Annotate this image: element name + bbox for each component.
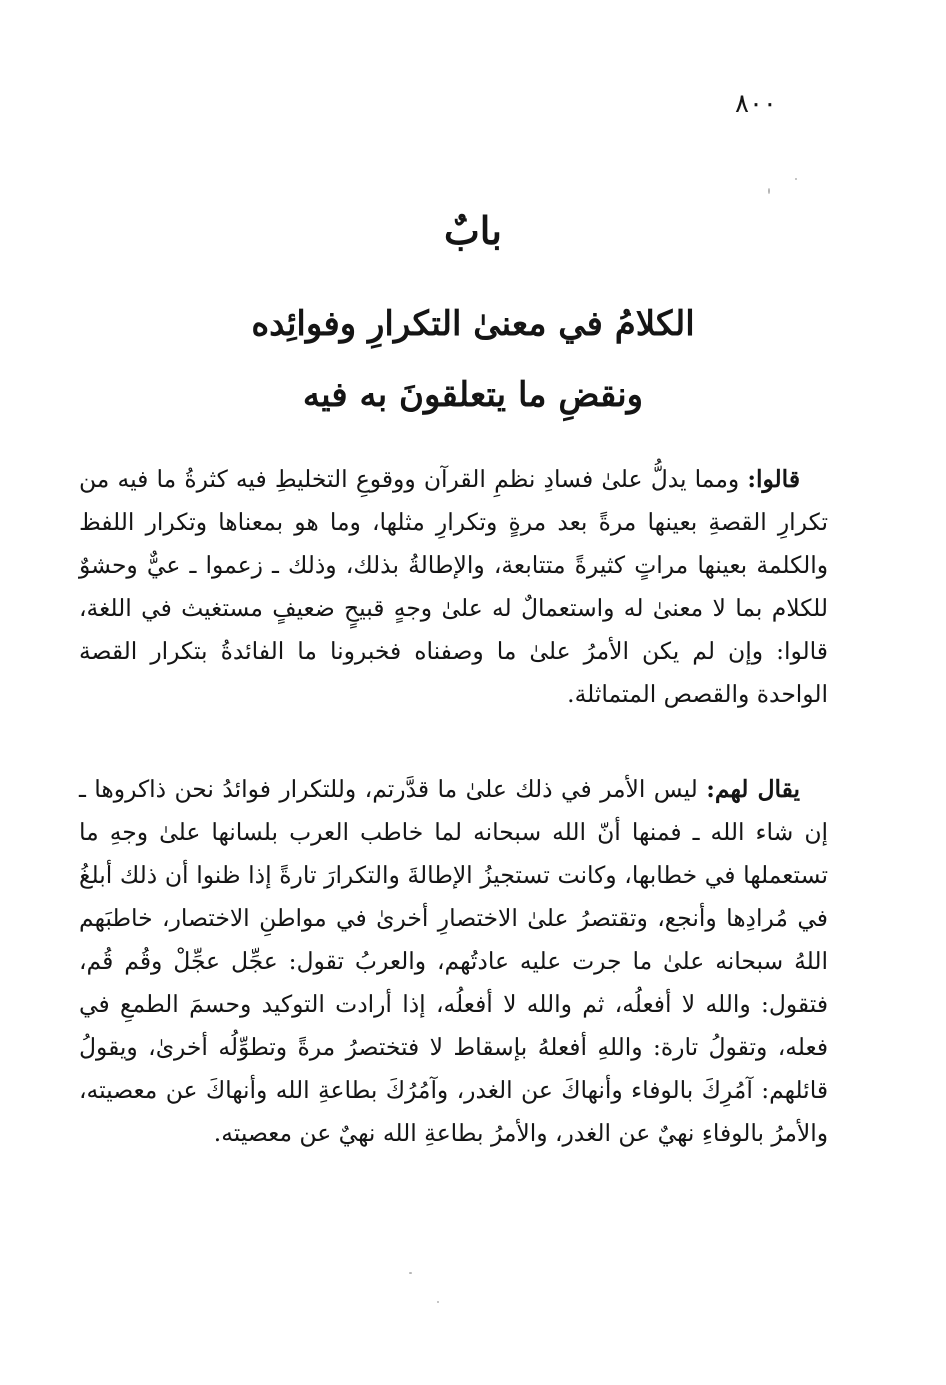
paragraph-reply xyxy=(79,768,828,1155)
scan-speck xyxy=(437,1301,439,1303)
chapter-title-line-2: ونقضِ ما يتعلقونَ به فيه xyxy=(302,375,644,415)
paragraph-lead: قالوا: xyxy=(747,465,800,493)
scan-speck xyxy=(768,188,770,194)
paragraph-body: ليس الأمر في ذلك علىٰ ما قدَّرتم، وللتكرار فوائدُ نحن ذاكروها ـ إن شاء الله ـ فمنها أنّ الله سبحانه لما خاطب العرب بلسانها علىٰ وجهِ ما تستعملها في خطابها، وكانت تستجيزُ الإطالةَ والتكرارَ تارةً إذا ظنوا أن ذلك أبلغُ في مُرادِها وأنجع، وتقتصرُ علىٰ الاختصارِ أخرىٰ في مواطنِ الاختصار، خاطبَهم اللهُ سبحانه علىٰ ما جرت عليه عادتُهم، والعربُ تقول: عجِّل عجِّلْ وقُم قُم، فتقول: والله لا أفعلُه، ثم والله لا أفعلُه، إذا أرادت التوكيد وحسمَ الطمعِ في فعله، وتقولُ تارة: واللهِ أفعلهُ بإسقاط لا فتختصرُ مرةً وتطوِّلُه أخرىٰ، ويقولُ قائلهم: آمُرِكَ بالوفاء وأنهاكَ عن الغدر، وآمُرُكَ بطاعةِ الله وأنهاكَ عن معصيته، والأمرُ بالوفاءِ نهيٌ عن الغدر، والأمرُ بطاعةِ الله نهيٌ عن معصيته. xyxy=(79,775,828,1147)
chapter-label: بابٌ xyxy=(444,208,502,253)
chapter-title-line-1: الكلامُ في معنىٰ التكرارِ وفوائِده xyxy=(251,304,695,344)
paragraph-objection xyxy=(79,458,828,716)
paragraph-body: ومما يدلُّ علىٰ فسادِ نظمِ القرآن ووقوعِ التخليطِ فيه كثرةُ ما فيه من تكرارِ القصةِ بعينها مرةً بعد مرةٍ وتكرارِ مثلها، وما هو بمعناها وتكرار اللفظ والكلمة بعينها مراتٍ كثيرةً متتابعة، والإطالةُ بذلك، وذلك ـ زعموا ـ عيٌّ وحشوٌ للكلام بما لا معنىٰ له واستعمالٌ له علىٰ وجهٍ قبيحٍ ضعيفٍ مستغيث في اللغة، قالوا: وإن لم يكن الأمرُ علىٰ ما وصفناه فخبرونا ما الفائدةُ بتكرار القصة الواحدة والقصص المتماثلة. xyxy=(79,465,828,708)
paragraph-lead: يقال لهم: xyxy=(706,775,801,803)
page-number: ٨٠٠ xyxy=(735,89,777,119)
scan-speck xyxy=(409,1272,412,1274)
scan-speck xyxy=(795,178,797,180)
